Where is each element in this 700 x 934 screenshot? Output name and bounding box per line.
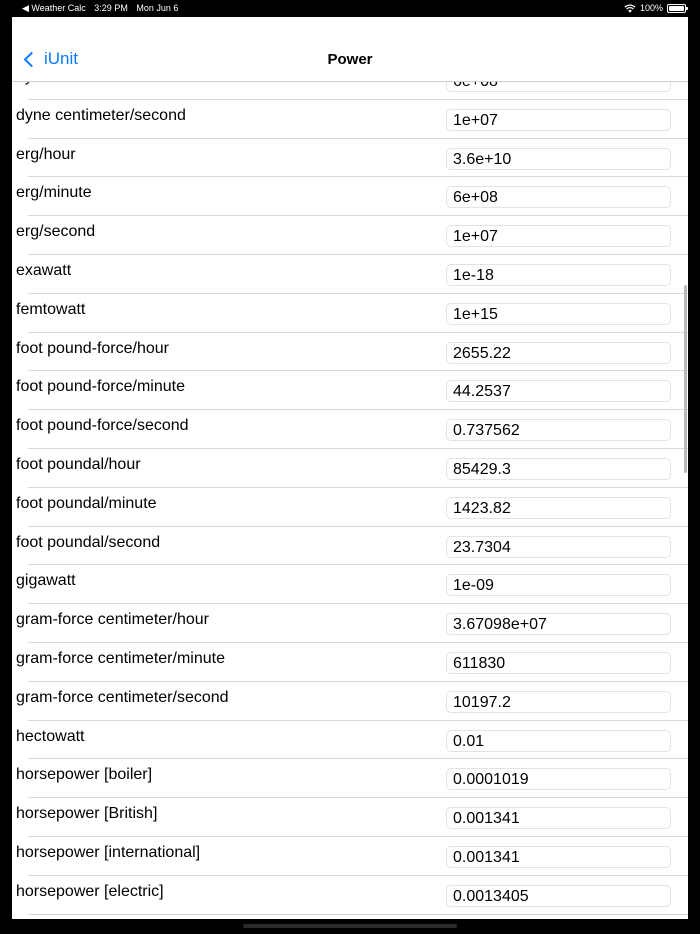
list-item <box>12 100 688 139</box>
list-item <box>12 139 688 178</box>
unit-label: foot pound-force/second <box>16 417 189 435</box>
unit-label: erg/minute <box>16 184 92 202</box>
unit-value-field[interactable] <box>446 691 671 713</box>
list-item <box>12 294 688 333</box>
status-time: 3:29 PM <box>94 3 128 13</box>
unit-value-field[interactable] <box>446 768 671 790</box>
unit-label: dyne centimeter/second <box>16 106 186 124</box>
status-date: Mon Jun 6 <box>136 3 179 13</box>
unit-value-field[interactable] <box>446 652 671 674</box>
unit-label: erg/second <box>16 223 96 241</box>
unit-value-field[interactable] <box>446 807 671 829</box>
list-item <box>12 488 688 527</box>
unit-label: foot poundal/hour <box>16 455 141 473</box>
list-item <box>12 876 688 915</box>
back-button-label: iUnit <box>44 49 79 68</box>
unit-label: gram-force centimeter/second <box>16 688 229 706</box>
navigation-bar <box>12 17 688 82</box>
unit-value-field[interactable] <box>446 303 671 325</box>
unit-value-field[interactable] <box>446 885 671 907</box>
unit-value-field[interactable] <box>446 186 671 208</box>
unit-value-field[interactable] <box>446 380 671 402</box>
unit-value-field[interactable] <box>446 497 671 519</box>
battery-icon <box>667 4 686 13</box>
unit-label: foot poundal/second <box>16 533 161 551</box>
scroll-indicator[interactable] <box>684 285 687 473</box>
unit-label: foot pound-force/hour <box>16 339 169 357</box>
unit-list[interactable] <box>12 82 688 919</box>
unit-label: gigawatt <box>16 572 76 590</box>
list-item <box>12 604 688 643</box>
unit-label: femtowatt <box>16 300 86 318</box>
list-item <box>12 177 688 216</box>
unit-value-field[interactable] <box>446 225 671 247</box>
unit-label: erg/hour <box>16 145 76 163</box>
page-title: Power <box>327 51 373 68</box>
unit-value-field[interactable] <box>446 342 671 364</box>
list-item <box>12 759 688 798</box>
list-item <box>12 216 688 255</box>
unit-value-field[interactable] <box>446 536 671 558</box>
list-item <box>12 333 688 372</box>
list-item <box>12 255 688 294</box>
list-item <box>12 371 688 410</box>
unit-value-field[interactable] <box>446 574 671 596</box>
unit-value-field[interactable] <box>446 109 671 131</box>
modal-sheet <box>12 17 688 919</box>
unit-label: horsepower [boiler] <box>16 766 153 784</box>
unit-rows <box>12 61 688 915</box>
list-item <box>12 837 688 876</box>
list-item <box>12 527 688 566</box>
list-item <box>12 565 688 604</box>
unit-label: gram-force centimeter/hour <box>16 611 209 629</box>
status-bar <box>0 0 700 17</box>
unit-value-field[interactable] <box>446 730 671 752</box>
unit-label: exawatt <box>16 261 72 279</box>
list-item <box>12 721 688 760</box>
list-item <box>12 798 688 837</box>
home-indicator[interactable] <box>243 924 457 928</box>
unit-label: horsepower [international] <box>16 843 201 861</box>
status-right <box>624 3 686 13</box>
wifi-icon <box>624 4 636 13</box>
unit-value-field[interactable] <box>446 148 671 170</box>
unit-label: horsepower [electric] <box>16 882 164 900</box>
list-item <box>12 449 688 488</box>
unit-value-field[interactable] <box>446 264 671 286</box>
unit-value-field[interactable] <box>446 613 671 635</box>
list-item <box>12 410 688 449</box>
unit-label: horsepower [British] <box>16 805 158 823</box>
unit-label: foot poundal/minute <box>16 494 157 512</box>
unit-value-field[interactable] <box>446 846 671 868</box>
unit-label: hectowatt <box>16 727 85 745</box>
unit-value-field[interactable] <box>446 419 671 441</box>
unit-value-field[interactable] <box>446 458 671 480</box>
unit-label: gram-force centimeter/minute <box>16 649 225 667</box>
battery-percentage: 100% <box>639 3 663 13</box>
list-item <box>12 682 688 721</box>
back-to-app-link[interactable]: ◀ Weather Calc <box>22 3 86 13</box>
unit-label: foot pound-force/minute <box>16 378 185 396</box>
list-item <box>12 643 688 682</box>
status-left <box>22 3 184 14</box>
